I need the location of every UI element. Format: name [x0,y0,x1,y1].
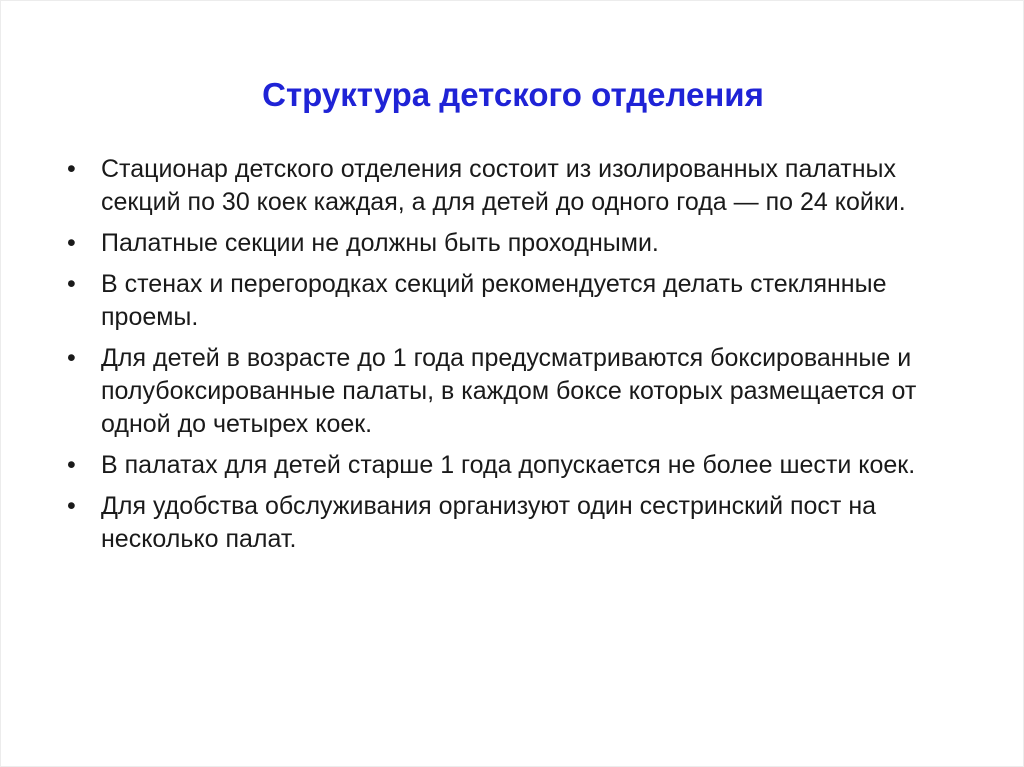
bullet-item [61,268,971,334]
bullet-point-icon: • [67,270,76,298]
bullet-text: В палатах для детей старше 1 года допускается не более шести коек. [101,451,916,479]
bullet-text: Для удобства обслуживания организуют один сестринский пост на несколько палат. [101,492,877,553]
bullet-point-icon: • [67,451,76,479]
slide-title: Структура детского отделения [262,76,764,113]
bullet-text: Стационар детского отделения состоит из изолированных палатных секций по 30 коек каждая, а для детей до одного года — по 24 койки. [101,155,906,216]
bullet-point-icon: • [67,229,76,257]
bullet-item [61,490,971,556]
bullet-list [61,153,971,564]
bullet-point-icon: • [67,344,76,372]
bullet-item [61,153,971,219]
bullet-item [61,227,971,260]
bullet-text: В стенах и перегородках секций рекомендуется делать стеклянные проемы. [101,270,887,331]
bullet-text: Палатные секции не должны быть проходными. [101,229,659,257]
bullet-point-icon: • [67,492,76,520]
bullet-text: Для детей в возрасте до 1 года предусматриваются боксированные и полубоксированные палаты, в каждом боксе которых размещается от одной до четырех коек. [101,344,917,438]
bullet-item [61,449,971,482]
bullet-point-icon: • [67,155,76,183]
bullet-item [61,342,971,441]
